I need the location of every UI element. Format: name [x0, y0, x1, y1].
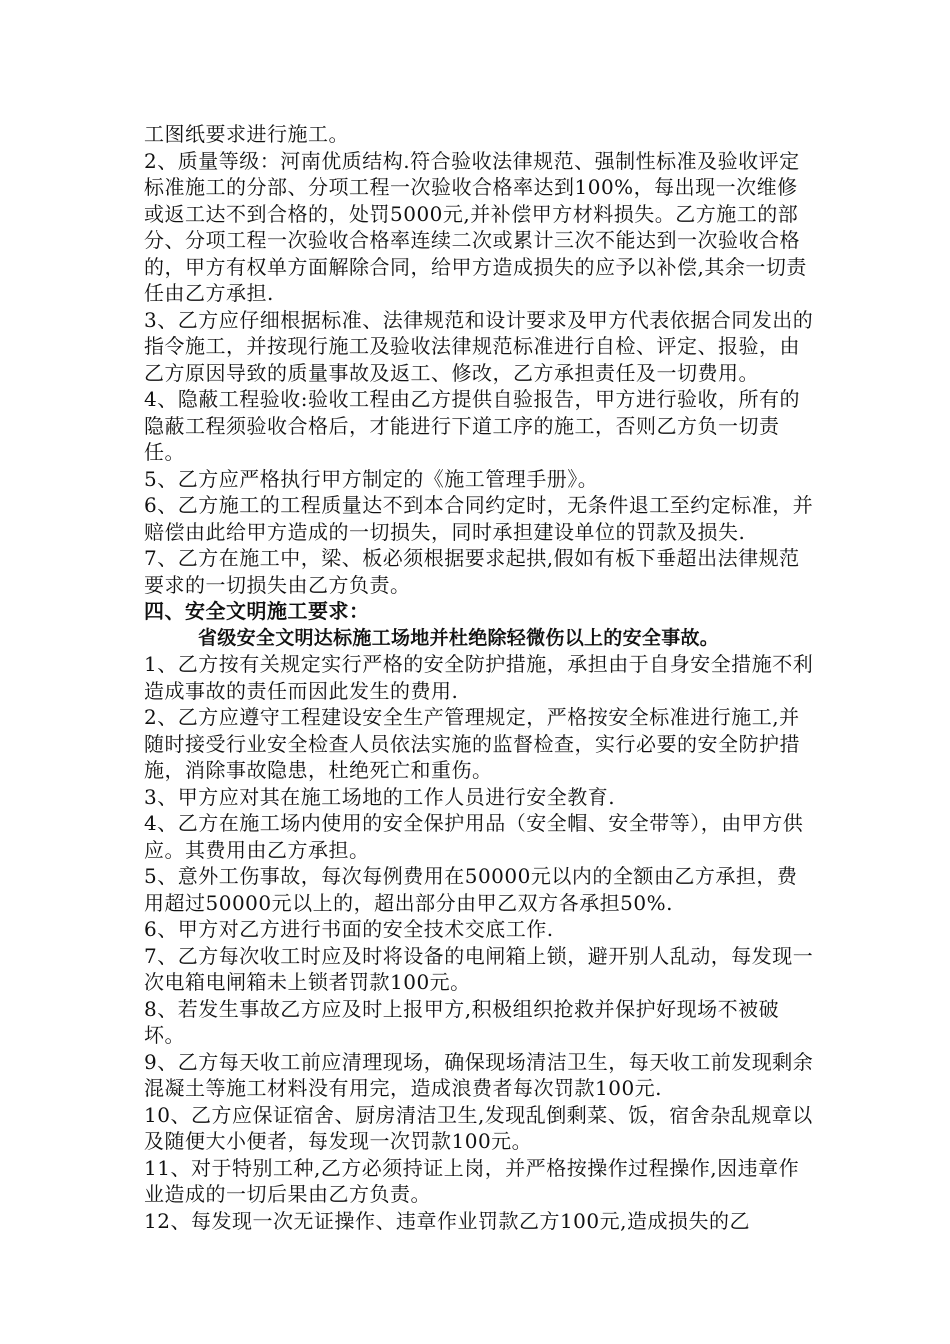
section-heading-safety: 四、安全文明施工要求： [144, 599, 370, 623]
paragraph-quality-7: 7、乙方在施工中，梁、板必须根据要求起拱,假如有板下垂超出法律规范要求的一切损失由乙方负责。 [144, 546, 800, 597]
paragraph-safety-1: 1、乙方按有关规定实行严格的安全防护措施，承担由于自身安全措施不利造成事故的责任而因此发生的费用. [144, 652, 814, 703]
paragraph-continuation: 工图纸要求进行施工。 [144, 122, 349, 146]
paragraph-safety-4: 4、乙方在施工场内使用的安全保护用品（安全帽、安全带等），由甲方供应。其费用由乙方承担。 [144, 811, 804, 862]
paragraph-safety-5: 5、意外工伤事故，每次每例费用在50000元以内的全额由乙方承担，费用超过50000元以上的，超出部分由甲乙双方各承担50%. [144, 864, 798, 915]
paragraph-quality-3: 3、乙方应仔细根据标准、法律规范和设计要求及甲方代表依据合同发出的指令施工，并按现行施工及验收法律规范标准进行自检、评定、报验，由乙方原因导致的质量事故及返工、修改，乙方承担责任及一切费用。 [144, 307, 814, 385]
paragraph-quality-6: 6、乙方施工的工程质量达不到本合同约定时，无条件退工至约定标准，并赔偿由此给甲方造成的一切损失，同时承担建设单位的罚款及损失. [144, 493, 814, 544]
paragraph-safety-6: 6、甲方对乙方进行书面的安全技术交底工作. [144, 917, 554, 941]
paragraph-safety-9: 9、乙方每天收工前应清理现场，确保现场清洁卫生，每天收工前发现剩余混凝土等施工材料没有用完，造成浪费者每次罚款100元. [144, 1049, 814, 1100]
paragraph-safety-10: 10、乙方应保证宿舍、厨房清洁卫生,发现乱倒剩菜、饭，宿舍杂乱规章以及随便大小便者，每发现一次罚款100元。 [144, 1102, 813, 1153]
paragraph-safety-3: 3、甲方应对其在施工场地的工作人员进行安全教育. [144, 784, 616, 809]
paragraph-safety-11: 11、对于特别工种,乙方必须持证上岗，并严格按操作过程操作,因违章作业造成的一切后果由乙方负责。 [144, 1155, 800, 1206]
paragraph-quality-5: 5、乙方应严格执行甲方制定的《施工管理手册》。 [144, 466, 599, 491]
paragraph-safety-8: 8、若发生事故乙方应及时上报甲方,积极组织抢救并保护好现场不被破坏。 [144, 996, 780, 1047]
paragraph-safety-7: 7、乙方每次收工时应及时将设备的电闸箱上锁，避开别人乱动，每发现一次电箱电闸箱未上锁者罚款100元。 [144, 943, 814, 994]
paragraph-quality-4: 4、隐蔽工程验收:验收工程由乙方提供自验报告，甲方进行验收，所有的隐蔽工程须验收合格后，才能进行下道工序的施工，否则乙方负一切责任。 [144, 387, 800, 464]
paragraph-safety-12: 12、每发现一次无证操作、违章作业罚款乙方100元,造成损失的乙 [144, 1208, 750, 1233]
paragraph-safety-2: 2、乙方应遵守工程建设安全生产管理规定，严格按安全标准进行施工,并随时接受行业安全检查人员依法实施的监督检查，实行必要的安全防护措施，消除事故隐患，杜绝死亡和重伤。 [144, 705, 800, 782]
paragraph-quality-2: 2、质量等级：河南优质结构.符合验收法律规范、强制性标准及验收评定标准施工的分部、分项工程一次验收合格率达到100%，每出现一次维修或返工达不到合格的，处罚5000元,并补偿甲方材料损失。乙方施工的部分、分项工程一次验收合格率连续二次或累计三次不能达到一次验收合格的，甲方有权单方面解除合同，给甲方造成损失的应予以补偿,其余一切责任由乙方承担. [144, 148, 807, 305]
section-subheading-safety: 省级安全文明达标施工场地并杜绝除轻微伤以上的安全事故。 [198, 626, 720, 649]
document-body [144, 121, 816, 1234]
